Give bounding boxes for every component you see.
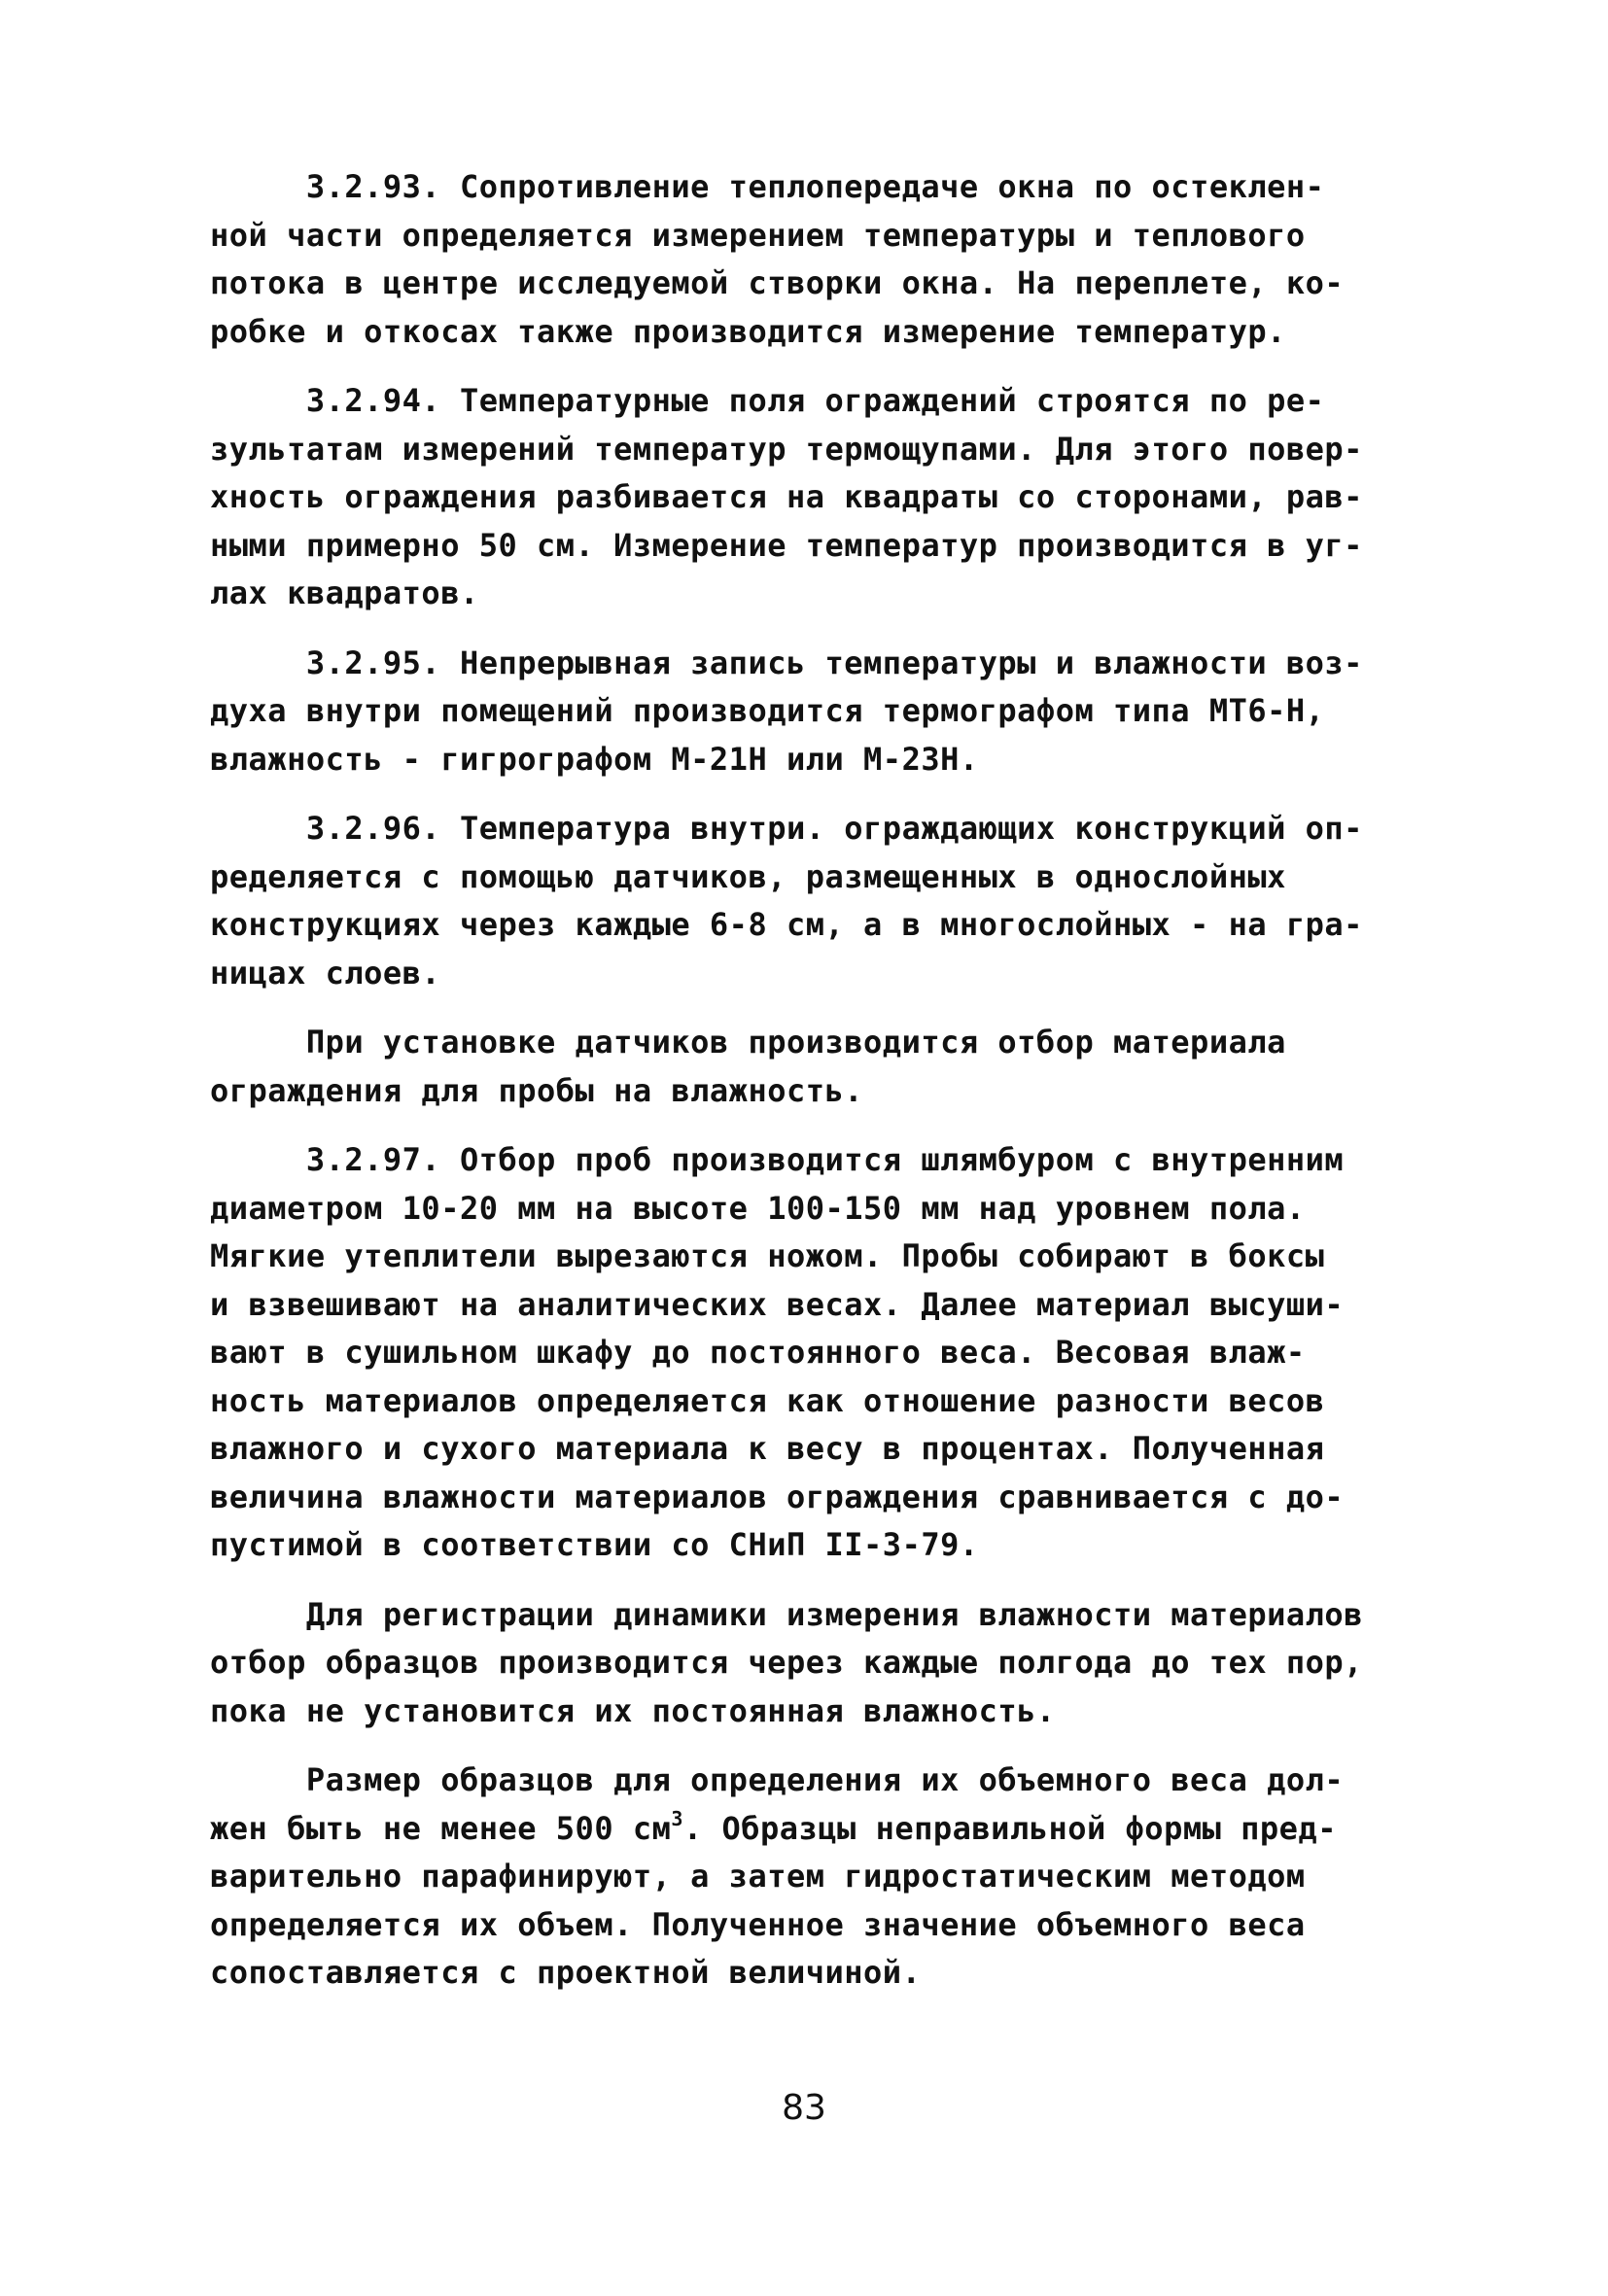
text-line-with-superscript [210,1805,1435,1854]
text-line: ными примерно 50 см. Измерение температур производится в уг- [210,526,1363,564]
text-line: Мягкие утеплители вырезаются ножом. Пробы собирают в боксы [210,1237,1325,1274]
text-line: влажного и сухого материала к весу в процентах. Полученная [210,1430,1325,1467]
text-line: 3.2.94. Температурные поля ограждений строятся по ре- [210,382,1325,419]
text-line: сопоставляется с проектной величиной. [210,1954,922,1991]
paragraph-sample-size [210,1757,1435,1998]
text-line: ницах слоев. [210,954,441,991]
text-line: 3.2.95. Непрерывная запись температуры и влажности воз- [210,644,1363,681]
paragraph-sensor-installation [210,1019,1435,1115]
text-line: и взвешивают на аналитических весах. Далее материал высуши- [210,1285,1345,1323]
text-line: ной части определяется измерением температуры и теплового [210,216,1306,254]
text-fragment: . Образцы неправильной формы пред- [682,1809,1337,1847]
text-line: духа внутри помещений производится термографом типа МТ6-Н, [210,692,1325,729]
text-fragment: жен быть не менее 500 см [210,1809,672,1847]
text-line: ограждения для пробы на влажность. [210,1071,864,1109]
text-line: ность материалов определяется как отношение разности весов [210,1381,1325,1419]
text-line: пока не установится их постоянная влажность. [210,1691,1056,1729]
text-line: 3.2.93. Сопротивление теплопередаче окна по остеклен- [210,168,1325,205]
text-line: величина влажности материалов ограждения сравнивается с до- [210,1478,1345,1515]
text-line: 3.2.96. Температура внутри. ограждающих конструкций оп- [210,810,1363,847]
text-line: 3.2.97. Отбор проб производится шлямбуром с внутренним [210,1141,1345,1178]
page-number: 83 [782,2088,826,2128]
text-line: вают в сушильном шкафу до постоянного веса. Весовая влаж- [210,1334,1306,1371]
text-line: потока в центре исследуемой створки окна. На переплете, ко- [210,264,1345,301]
paragraph-moisture-dynamics [210,1591,1435,1736]
body-text [210,163,1435,2019]
text-line: робке и откосах также производится измерение температур. [210,312,1286,350]
text-line: зультатам измерений температур термощупами. Для этого повер- [210,430,1363,468]
paragraph-3-2-94 [210,377,1435,618]
text-line: Для регистрации динамики измерения влажности материалов [210,1595,1363,1633]
paragraph-3-2-96 [210,805,1435,997]
paragraph-3-2-93 [210,163,1435,356]
text-line: пустимой в соответствии со СНиП II-3-79. [210,1526,979,1563]
text-line: лах квадратов. [210,574,479,611]
text-line: определяется их объем. Полученное значение объемного веса [210,1905,1306,1943]
superscript-cubic: 3 [671,1806,683,1830]
paragraph-3-2-95 [210,640,1435,784]
text-line: Размер образцов для определения их объемного веса дол- [210,1761,1345,1798]
text-line: влажность - гигрографом М-21Н или М-23Н. [210,740,979,778]
text-line: диаметром 10-20 мм на высоте 100-150 мм над уровнем пола. [210,1189,1306,1227]
text-line: отбор образцов производится через каждые полгода до тех пор, [210,1644,1363,1681]
text-line: варительно парафинируют, а затем гидростатическим методом [210,1858,1306,1895]
text-line: ределяется с помощью датчиков, размещенных в однослойных [210,857,1286,895]
text-line: конструкциях через каждые 6-8 см, а в многослойных - на гра- [210,906,1363,943]
paragraph-3-2-97 [210,1136,1435,1570]
text-line: При установке датчиков производится отбор материала [210,1024,1286,1061]
text-line: хность ограждения разбивается на квадраты со сторонами, рав- [210,478,1363,515]
